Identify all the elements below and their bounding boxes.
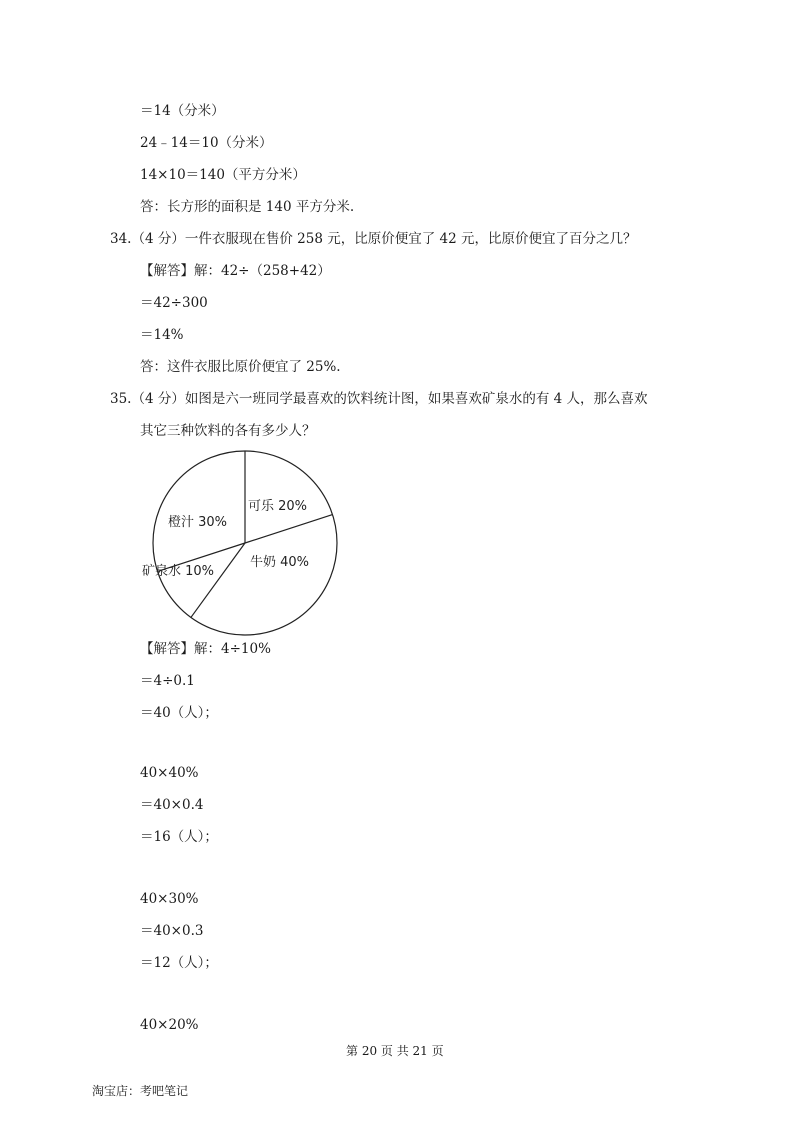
pie-label-water: 矿泉水 10%	[142, 564, 215, 579]
solution-35-line-5: ＝40×0.4	[140, 797, 204, 813]
question-34: 34.（4 分）一件衣服现在售价 258 元，比原价便宜了 42 元，比原价便宜了百分之几？	[110, 231, 637, 247]
answer-line: 答：长方形的面积是 140 平方分米.	[140, 199, 355, 215]
solution-34-line-3: ＝14%	[140, 327, 184, 343]
solution-35-line-9: ＝12（人）；	[140, 955, 218, 971]
solution-35-line-1: 【解答】解：4÷10%	[140, 641, 271, 657]
calc-line-1: ＝14（分米）	[140, 103, 225, 119]
solution-35-line-10: 40×20%	[140, 1017, 199, 1033]
shop-watermark: 淘宝店：考吧笔记	[92, 1084, 189, 1098]
pie-label-cola: 可乐 20%	[248, 499, 308, 514]
solution-34-line-1: 【解答】解：42÷（258+42）	[140, 263, 331, 279]
pie-divider-1	[245, 515, 333, 543]
solution-35-line-8: ＝40×0.3	[140, 923, 204, 939]
solution-35-line-2: ＝4÷0.1	[140, 673, 195, 689]
page-number: 第 20 页 共 21 页	[346, 1044, 444, 1058]
calc-line-2: 24﹣14＝10（分米）	[140, 135, 273, 151]
question-35-line-1: 35.（4 分）如图是六一班同学最喜欢的饮料统计图，如果喜欢矿泉水的有 4 人，那么喜欢	[110, 391, 648, 407]
pie-label-orange: 橙汁 30%	[168, 515, 228, 530]
question-35-line-2: 其它三种饮料的各有多少人？	[140, 423, 316, 439]
pie-svg	[142, 448, 340, 638]
solution-35-line-6: ＝16（人）；	[140, 829, 218, 845]
solution-34-answer: 答：这件衣服比原价便宜了 25%.	[140, 359, 341, 375]
pie-label-milk: 牛奶 40%	[250, 555, 310, 570]
calc-line-3: 14×10＝140（平方分米）	[140, 167, 306, 183]
solution-35-line-7: 40×30%	[140, 891, 199, 907]
solution-34-line-2: ＝42÷300	[140, 295, 208, 311]
solution-35-line-4: 40×40%	[140, 765, 199, 781]
solution-35-line-3: ＝40（人）；	[140, 705, 218, 721]
pie-divider-2	[191, 543, 245, 617]
beverage-pie-chart	[142, 448, 340, 638]
